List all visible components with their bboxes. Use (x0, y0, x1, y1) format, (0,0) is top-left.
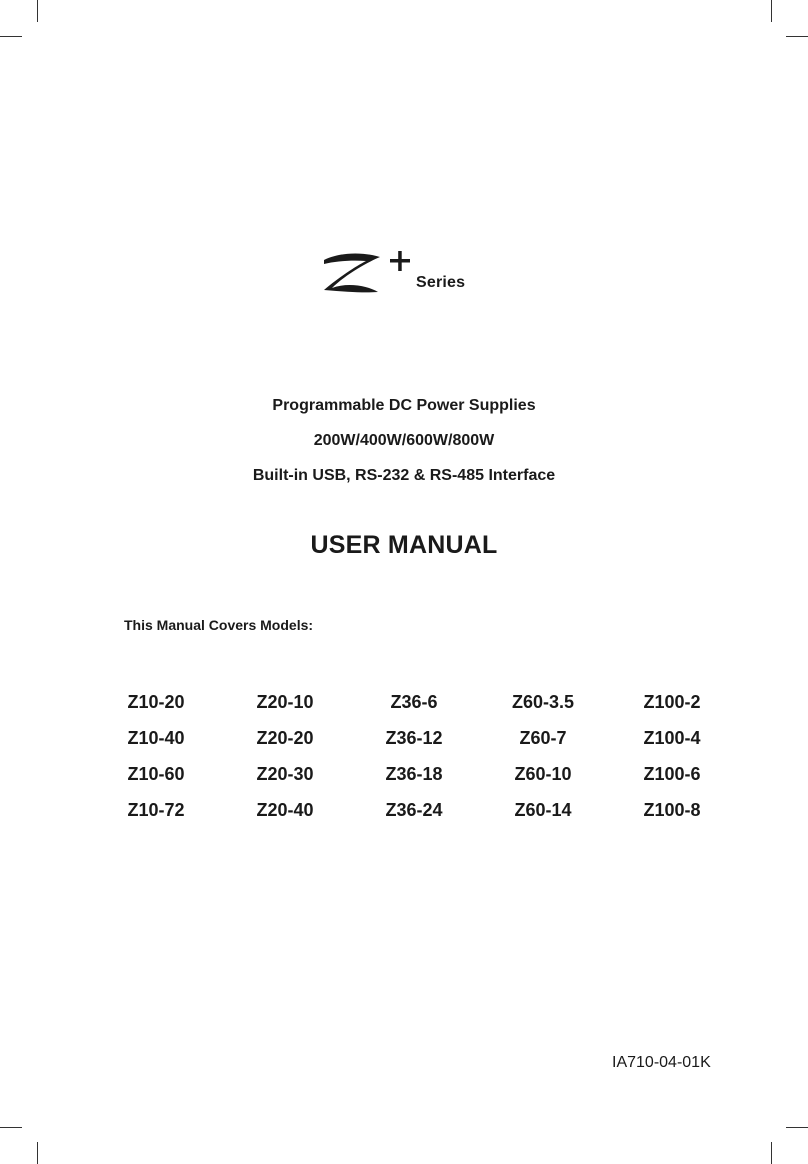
z-plus-logo-icon (318, 248, 418, 304)
covers-models-label: This Manual Covers Models: (124, 617, 314, 633)
model-name: Z20-20 (256, 728, 314, 748)
z-glyph-icon (324, 253, 380, 292)
product-type-title: Programmable DC Power Supplies (272, 397, 536, 414)
model-name: Z100-2 (643, 692, 701, 712)
model-name: Z36-6 (390, 692, 438, 712)
model-name: Z100-6 (643, 764, 701, 784)
crop-mark-top-left-vertical (37, 0, 38, 22)
plus-vertical-icon (398, 251, 402, 271)
document-code: IA710-04-01K (612, 1054, 711, 1071)
model-name: Z20-30 (256, 764, 314, 784)
crop-mark-bottom-left-horizontal (0, 1127, 22, 1128)
crop-mark-bottom-right-horizontal (786, 1127, 808, 1128)
model-column-z20 (253, 690, 317, 834)
model-name: Z60-10 (514, 764, 572, 784)
model-column-z60 (511, 690, 575, 834)
crop-mark-top-right-vertical (771, 0, 772, 22)
crop-mark-bottom-right-vertical (771, 1142, 772, 1164)
model-name: Z60-3.5 (511, 692, 575, 712)
power-ratings-title: 200W/400W/600W/800W (313, 432, 495, 449)
model-name: Z10-40 (127, 728, 185, 748)
model-name: Z10-72 (127, 800, 185, 820)
model-name: Z10-60 (127, 764, 185, 784)
model-column-z36 (382, 690, 446, 834)
model-name: Z36-24 (385, 800, 443, 820)
model-column-z10 (124, 690, 188, 834)
model-name: Z20-40 (256, 800, 314, 820)
model-name: Z10-20 (127, 692, 185, 712)
manual-title: USER MANUAL (310, 531, 498, 559)
model-name: Z60-14 (514, 800, 572, 820)
model-name: Z36-12 (385, 728, 443, 748)
model-name: Z100-8 (643, 800, 701, 820)
model-name: Z100-4 (643, 728, 701, 748)
crop-mark-bottom-left-vertical (37, 1142, 38, 1164)
model-column-z100 (640, 690, 704, 834)
model-name: Z20-10 (256, 692, 314, 712)
models-grid (124, 690, 704, 834)
interface-title: Built-in USB, RS-232 & RS-485 Interface (252, 467, 556, 484)
crop-mark-top-right-horizontal (786, 36, 808, 37)
crop-mark-top-left-horizontal (0, 36, 22, 37)
logo-series-label: Series (416, 274, 466, 291)
model-name: Z60-7 (519, 728, 567, 748)
z-plus-logo (318, 248, 478, 304)
model-name: Z36-18 (385, 764, 443, 784)
